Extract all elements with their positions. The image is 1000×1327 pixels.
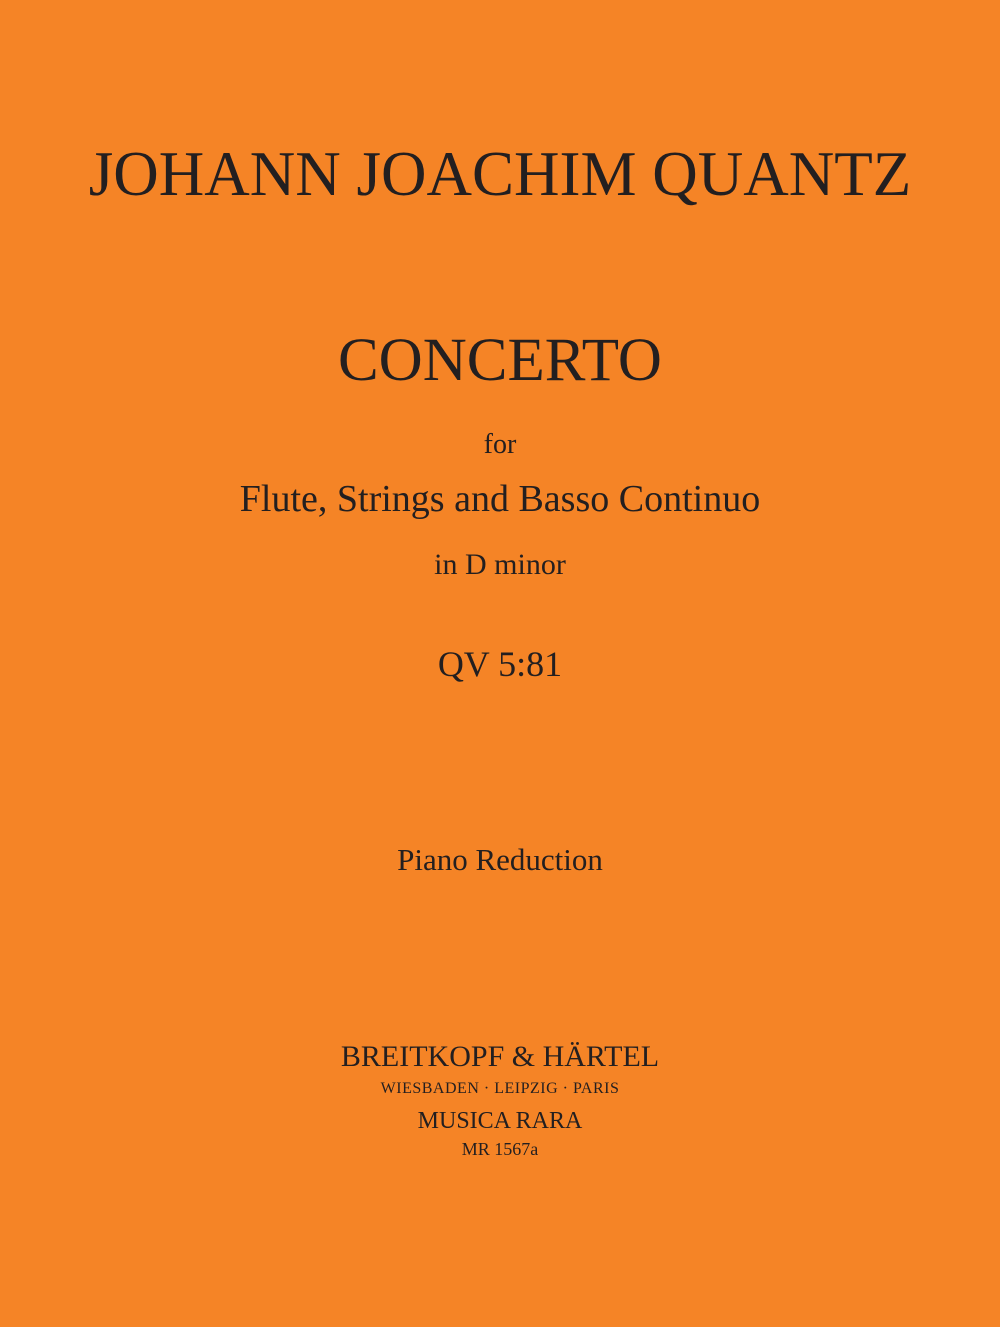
edition-type: Piano Reduction — [397, 842, 603, 877]
instrumentation: Flute, Strings and Basso Continuo — [239, 478, 761, 520]
composer-name: JOHANN JOACHIM QUANTZ — [88, 139, 912, 209]
publisher-catalog-number: MR 1567a — [461, 1139, 539, 1159]
publisher-imprint: MUSICA RARA — [417, 1108, 583, 1134]
publisher-cities: WIESBADEN · LEIPZIG · PARIS — [380, 1080, 620, 1097]
for-line: for — [483, 429, 517, 460]
catalogue-number: QV 5:81 — [437, 644, 563, 684]
key-signature: in D minor — [434, 548, 566, 581]
publisher-name: BREITKOPF & HÄRTEL — [340, 1040, 660, 1073]
work-title: CONCERTO — [338, 327, 662, 394]
